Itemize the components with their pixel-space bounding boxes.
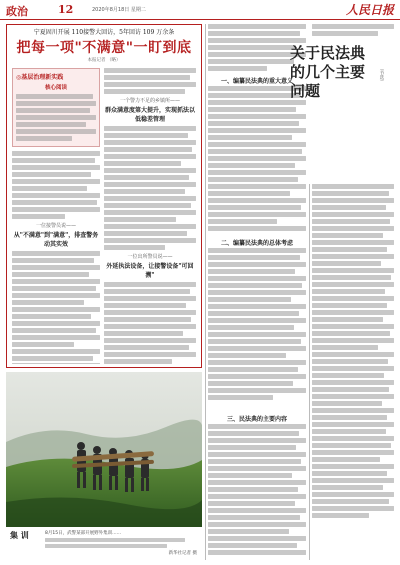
photo-caption-line: 8月15日，武警某部开展野外集训…… bbox=[45, 531, 122, 536]
column-divider bbox=[205, 24, 206, 560]
sub2-label: 一个警力不足的乡镇所—— bbox=[119, 98, 180, 104]
newspaper-logo: 人民日报 bbox=[345, 3, 394, 17]
news-photo bbox=[6, 372, 202, 527]
section-name: 政治 bbox=[6, 5, 28, 18]
commentary-author: （节选） bbox=[379, 66, 384, 84]
commentary-section-2: 二、编纂民法典的总体考虑 bbox=[220, 240, 293, 247]
sub3-label: 一位出所警员说—— bbox=[127, 254, 173, 260]
sub1-label: 一位接警员说—— bbox=[35, 223, 76, 229]
right-column-body bbox=[312, 184, 394, 560]
lead-column-right bbox=[104, 68, 196, 364]
column-divider bbox=[309, 184, 310, 560]
sub1-heading: 从"不满意"到"满意"，排查警务动其实效 bbox=[13, 232, 99, 248]
photo-credit: 新华社记者 摄 bbox=[168, 551, 197, 556]
sub2-heading: 群众满意度第大提升，实现抓法以低稳差管理 bbox=[104, 107, 195, 123]
core-reading-box bbox=[12, 68, 100, 147]
commentary-body-2 bbox=[208, 248, 306, 408]
core-reading-label: 核心阅读 bbox=[44, 85, 67, 91]
commentary-section-1: 一、编纂民法典的重大意义 bbox=[220, 78, 293, 85]
lead-headline: 把每一项"不满意"一盯到底 bbox=[16, 40, 192, 56]
lead-byline: 本报记者 （略） bbox=[87, 58, 121, 63]
box-title: ◎基层治理新实践 bbox=[16, 74, 64, 81]
page-number: 12 bbox=[58, 3, 74, 16]
photo-caption bbox=[45, 530, 197, 556]
sub3-heading: 外延执法设备，让接警设备"可回溯" bbox=[106, 263, 194, 279]
soldiers-training-image bbox=[6, 372, 202, 527]
commentary-section-3: 三、民法典的主要内容 bbox=[226, 416, 287, 423]
photo-caption-title: 集 训 bbox=[10, 530, 29, 540]
lead-column-left bbox=[12, 68, 100, 364]
commentary-body-3 bbox=[208, 424, 306, 560]
masthead bbox=[0, 0, 400, 20]
issue-date: 2020年8月18日 星期二 bbox=[92, 7, 146, 13]
commentary-body-1 bbox=[208, 86, 306, 236]
lead-kicker: 宁夏固川开展 110接警大回访，5年回访 109 万余条 bbox=[33, 29, 175, 36]
commentary-title: 关于民法典的几个主要问题 bbox=[290, 44, 366, 100]
right-column-top bbox=[312, 24, 394, 44]
